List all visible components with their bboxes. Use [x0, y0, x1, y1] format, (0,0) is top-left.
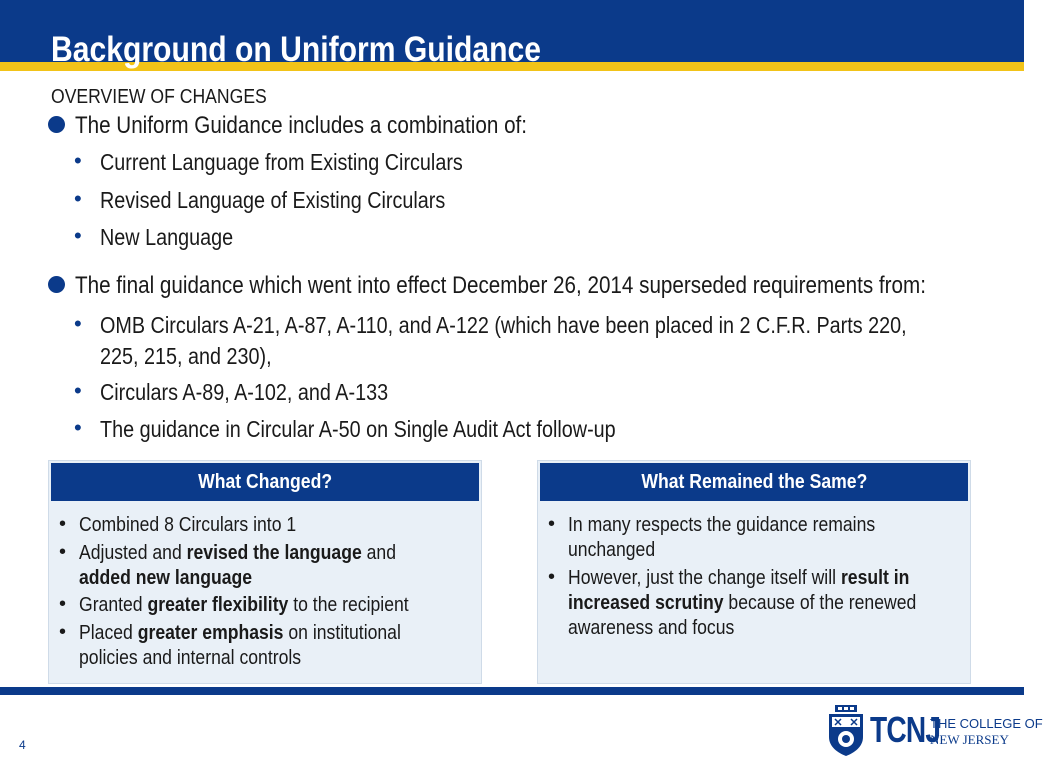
panel-title: What Changed? [198, 470, 332, 493]
panel-bullet-text: to the recipient [288, 594, 409, 616]
bold-text: greater flexibility [147, 594, 289, 616]
sub-bullet-text: OMB Circulars A-21, A-87, A-110, and A-122 (which have been placed in 2 C.F.R. Parts 220, [100, 312, 907, 338]
bullet-dot-icon: • [74, 148, 82, 173]
logo-wordmark: TCNJ [870, 709, 941, 750]
bullet-text: The Uniform Guidance includes a combination of: [75, 112, 528, 139]
panel-bullet-text: because of the renewed [723, 592, 917, 614]
sub-bullet-text: New Language [100, 224, 234, 250]
panel-what-remained-same [537, 460, 971, 684]
bullet-dot-icon: • [59, 513, 67, 535]
slide-subtitle: OVERVIEW OF CHANGES [51, 86, 267, 108]
bullet-dot-icon: • [59, 541, 67, 563]
panel-bullet-text: In many respects the guidance remains [568, 514, 876, 536]
bullet-dot-icon: • [59, 621, 67, 643]
crest-icon [826, 705, 866, 757]
sub-bullet-text: 225, 215, and 230), [100, 343, 272, 369]
bullet-dot-icon: • [548, 566, 556, 588]
panel-title: What Remained the Same? [641, 470, 867, 493]
bullet-dot-icon: • [74, 415, 82, 440]
logo-line-2: NEW JERSEY [930, 732, 1009, 747]
sub-bullet-text: Current Language from Existing Circulars [100, 149, 463, 175]
bold-text: added new language [79, 567, 253, 589]
panel-bullet-text: awareness and focus [568, 617, 735, 639]
footer-band [0, 687, 1024, 695]
panel-bullet-text: Granted [79, 594, 148, 616]
bullet-dot-icon: • [74, 223, 82, 248]
page-number: 4 [19, 738, 26, 752]
panel-bullet-text: and [361, 542, 397, 564]
panel-bullet-text: However, just the change itself will [568, 567, 841, 589]
bullet-text: The final guidance which went into effect December 26, 2014 superseded requirements from: [75, 272, 926, 299]
panel-bullet-text: on institutional [283, 622, 401, 644]
panel-bullet-text: Combined 8 Circulars into 1 [79, 514, 297, 536]
bullet-dot-icon: • [74, 378, 82, 403]
bullet-dot-icon: • [74, 311, 82, 336]
bullet-dot-icon [48, 276, 65, 293]
panel-bullet-text: unchanged [568, 539, 656, 561]
sub-bullet-text: The guidance in Circular A-50 on Single Audit Act follow-up [100, 416, 616, 442]
panel-header [51, 463, 479, 501]
panel-bullet-text: policies and internal controls [79, 647, 302, 669]
bullet-dot-icon: • [74, 186, 82, 211]
bold-text: revised the language [186, 542, 362, 564]
bold-text: result in [840, 567, 910, 589]
slide-title: Background on Uniform Guidance [51, 30, 541, 69]
bullet-dot-icon: • [59, 593, 67, 615]
panel-header [540, 463, 968, 501]
panel-bullet-text: Adjusted and [79, 542, 187, 564]
bullet-dot-icon [48, 116, 65, 133]
panel-bullet-text: Placed [79, 622, 138, 644]
logo-line-1: THE COLLEGE OF [930, 716, 1043, 731]
bold-text: greater emphasis [137, 622, 284, 644]
bold-text: increased scrutiny [568, 592, 724, 614]
sub-bullet-text: Revised Language of Existing Circulars [100, 187, 446, 213]
panel-what-changed [48, 460, 482, 684]
bullet-dot-icon: • [548, 513, 556, 535]
sub-bullet-text: Circulars A-89, A-102, and A-133 [100, 379, 389, 405]
tcnj-logo [826, 705, 1043, 757]
